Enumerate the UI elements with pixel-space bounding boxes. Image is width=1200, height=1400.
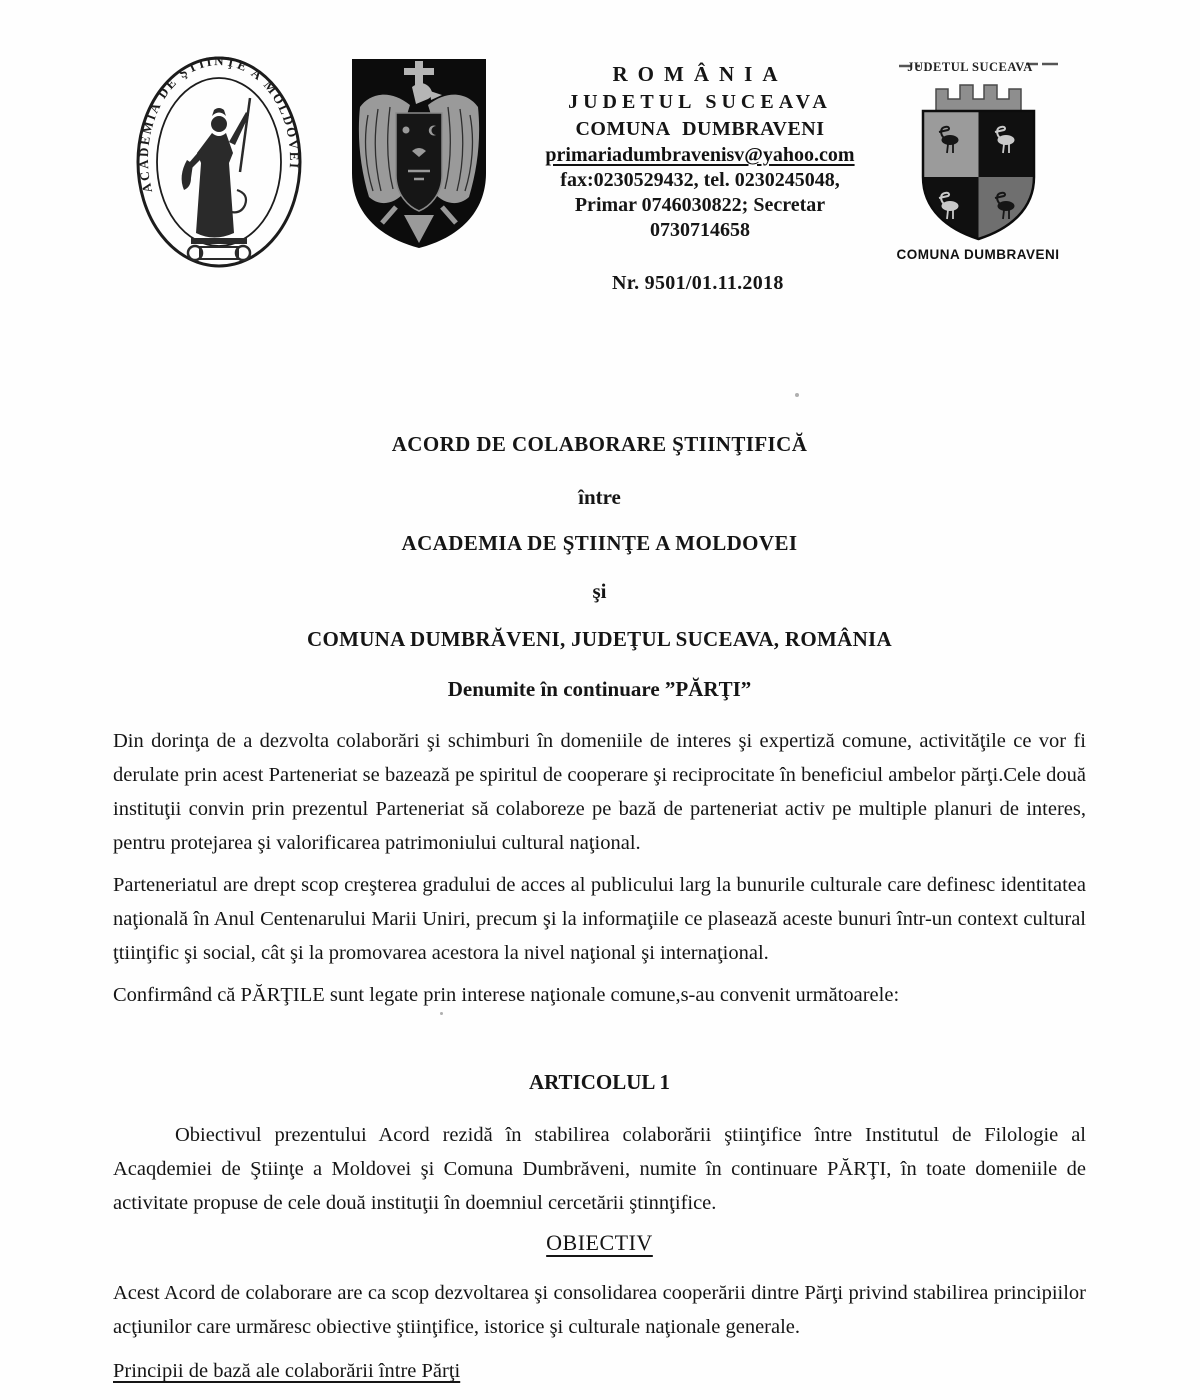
arms-bottom-label: COMUNA DUMBRAVENI (896, 247, 1060, 262)
column-capital-icon (188, 238, 250, 260)
parties-denomination: Denumite în continuare ”PĂRŢI” (447, 677, 752, 701)
arms-top-label: JUDETUL SUCEAVA (907, 60, 1033, 74)
paragraph-confirmation: Confirmând că PĂRŢILE sunt legate prin interese naţionale comune,s-au convenit următoarele: (113, 984, 900, 1006)
document-number: Nr. 9501/01.11.2018 (612, 272, 784, 294)
party2-name: COMUNA DUMBRĂVENI, JUDEŢUL SUCEAVA, ROMÂNIA (306, 627, 892, 651)
between-word: între (578, 485, 621, 509)
country-name: ROMÂNIA (612, 62, 788, 86)
party1-name: ACADEMIA DE ŞTIINŢE A MOLDOVEI (401, 531, 798, 555)
article-1-heading: ARTICOLUL 1 (528, 1070, 671, 1094)
secretar-phone: 0730714658 (650, 219, 750, 241)
primar-secretar-line: Primar 0746030822; Secretar (574, 194, 826, 216)
scan-speck (560, 1205, 562, 1207)
seal-ring-text: ACADEMIA DE ŞTIINŢE A MOLDOVEI (135, 53, 303, 195)
and-word: şi (592, 579, 607, 603)
fax-tel-line: fax:0230529432, tel. 0230245048, (560, 169, 840, 191)
header-contact-block (515, 62, 885, 242)
dumbraveni-coat-of-arms-icon (893, 53, 1068, 265)
objective-heading: OBIECTIV (546, 1230, 653, 1255)
principles-heading: Principii de bază ale colaborării între Părţi (113, 1360, 461, 1382)
document-body (113, 430, 1086, 1388)
romania-coat-of-arms-icon (348, 55, 490, 253)
paragraph-article1: Obiectivul prezentului Acord rezidă în stabilirea colaborării ştiinţifice între Institutul de Filologie al Acaqdemiei de Ştiinţe a Moldovei şi Comuna Dumbrăveni, numite în continuare PĂRŢI, în toate domeniile de activitate propuse de cele două instituţii în doemniul cercetării ştinnţifice. (113, 1124, 1086, 1214)
mural-crown-icon (936, 85, 1021, 111)
paragraph-scope: Parteneriatul are drept scop creşterea gradului de acces al publicului larg la bunurile culturale care definesc identitatea naţională în Anul Centenarului Marii Uniri, precum şi la informaţiile ce plasează aceste bunuri într-un context cultural ţtiinţific şi social, cât şi la promovarea acestora la nivel naţional şi internaţional. (113, 874, 1086, 964)
email-address: primariadumbravenisv@yahoo.com (545, 144, 855, 166)
document-title: ACORD DE COLABORARE ŞTIINŢIFICĂ (391, 432, 808, 456)
minerva-figure-icon (182, 108, 249, 238)
commune-name: COMUNA DUMBRAVENI (575, 118, 825, 140)
scan-speck (795, 393, 799, 397)
paragraph-intent: Din dorinţa de a dezvolta colaborări şi schimburi în domeniile de interes şi expertiză comune, activităţile ce vor fi derulate prin acest Parteneriat se bazează pe spiritul de cooperare şi reciprocitate în beneficiul ambelor părţi.Cele două instituţii convin prin prezentul Parteneriat să colaboreze pe bază de parteneriat activ pe multiple planuri de interes, pentru protejarea şi valorificarea patrimoniului cultural naţional. (113, 730, 1086, 854)
inner-shield-icon (396, 113, 442, 211)
county-name: JUDETUL SUCEAVA (568, 91, 832, 113)
academy-of-sciences-seal-icon (133, 50, 305, 272)
scan-speck (440, 1012, 443, 1015)
paragraph-objective: Acest Acord de colaborare are ca scop dezvoltarea şi consolidarea cooperării dintre Părţi privind stabilirea principiilor acţiunilor care urmăresc obiective ştiinţifice, istorice şi culturale naţionale generale. (113, 1282, 1086, 1338)
